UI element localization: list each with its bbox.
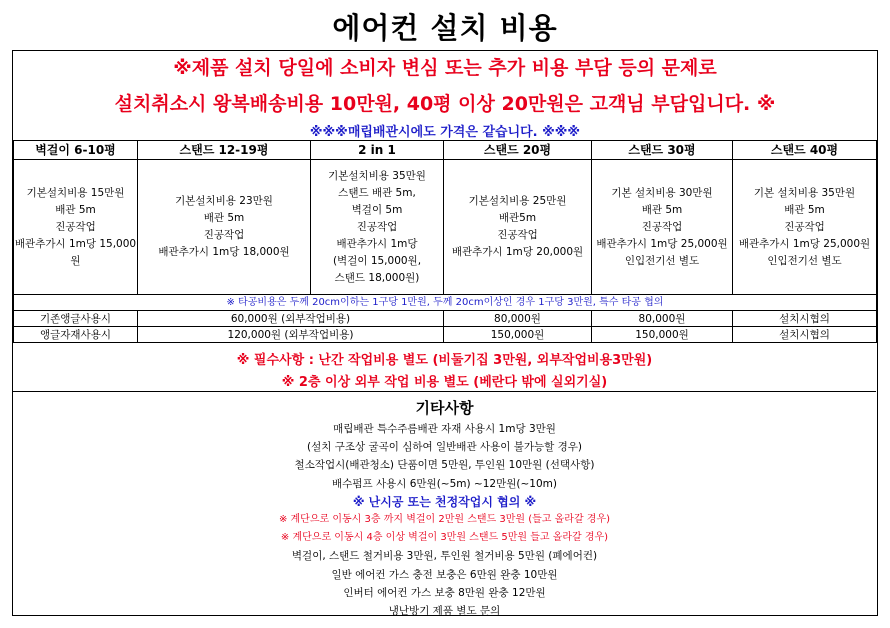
etc-line-red: ※ 계단으로 이동시 4층 이상 벽걸이 3만원 스탠드 5만원 들고 올라갈 경우) bbox=[280, 532, 609, 544]
etc-line: (설치 구조상 굴곡이 심하여 일반배관 사용이 불가능할 경우) bbox=[307, 441, 582, 454]
header-stand-30: 스탠드 30평 bbox=[592, 141, 733, 160]
angle-label: 기존앵글사용시 bbox=[14, 311, 138, 327]
detail-wall-6-10 bbox=[14, 160, 138, 295]
detail-line: 기본설치비용 23만원 bbox=[175, 195, 273, 207]
angle-price-stand-40: 설치시협의 bbox=[733, 311, 877, 327]
detail-line: 배관 5m bbox=[641, 203, 683, 216]
embedded-pipe-note: ※※※매립배관시에도 가격은 같습니다. ※※※ bbox=[309, 125, 581, 140]
angle-price-wall-stand-2in1: 60,000원 (외부작업비용) bbox=[138, 311, 444, 327]
etc-line: 일반 에어컨 가스 충전 보충은 6만원 완충 10만원 bbox=[331, 568, 558, 581]
etc-title: 기타사항 bbox=[415, 399, 474, 417]
angle-price-stand-30: 80,000원 bbox=[592, 311, 733, 327]
header-wall-6-10: 벽걸이 6-10평 bbox=[14, 141, 138, 160]
angle-price-stand-20: 150,000원 bbox=[444, 327, 592, 343]
detail-line: (벽걸이 15,000원, bbox=[332, 254, 422, 267]
detail-line: 진공작업 bbox=[203, 229, 245, 241]
etc-line: 냉난방기 제품 별도 문의 bbox=[388, 604, 501, 617]
drilling-note-row bbox=[14, 295, 877, 311]
angle-label: 앵글자재사용시 bbox=[14, 327, 138, 343]
requirement-line: ※ 필수사항 : 난간 작업비용 별도 (비둘기집 3만원, 외부작업비용3만원) bbox=[236, 353, 653, 368]
detail-line: 진공작업 bbox=[356, 220, 398, 233]
detail-line: 기본 설치비용 35만원 bbox=[753, 186, 856, 199]
page-title: 에어컨 설치 비용 bbox=[332, 11, 558, 45]
detail-line: 진공작업 bbox=[784, 220, 825, 233]
detail-line: 스탠드 배관 5m, bbox=[338, 186, 416, 199]
detail-line: 배관추가시 1m당 25,000원 bbox=[596, 237, 728, 250]
detail-line: 진공작업 bbox=[641, 220, 683, 233]
detail-line: 배관 5m bbox=[55, 203, 96, 216]
etc-line: 매립배관 특수주름배관 자재 사용시 1m당 3만원 bbox=[333, 423, 556, 435]
etc-line: 벽걸이, 스탠드 철거비용 3만원, 투인원 철거비용 5만원 (폐에어컨) bbox=[291, 550, 598, 563]
detail-line: 인입전기선 별도 bbox=[767, 254, 842, 267]
table-header-row bbox=[14, 141, 877, 160]
cancel-warning-line-2: 설치취소시 왕복배송비용 10만원, 40평 이상 20만원은 고객님 부담입니다. ※ bbox=[114, 93, 776, 115]
detail-line: 기본설치비용 35만원 bbox=[328, 169, 426, 182]
detail-line: 기본설치비용 25만원 bbox=[468, 195, 567, 207]
angle-price-stand-20: 80,000원 bbox=[444, 311, 592, 327]
requirements-section bbox=[13, 349, 876, 392]
detail-line: 배관추가시 1m당 bbox=[336, 237, 418, 250]
requirement-line: ※ 2층 이상 외부 작업 비용 별도 (베란다 밖에 실외기실) bbox=[281, 375, 608, 390]
detail-line: 배관추가시 1m당 25,000원 bbox=[738, 237, 871, 250]
detail-line: 배관추가시 1m당 18,000원 bbox=[158, 246, 290, 258]
angle-price-stand-40: 설치시협의 bbox=[733, 327, 877, 343]
etc-line-red: ※ 계단으로 이동시 3층 까지 벽걸이 2만원 스탠드 3만원 (들고 올라갈 경우) bbox=[278, 513, 611, 525]
etc-section bbox=[13, 396, 876, 620]
cancel-warning-line-1: ※제품 설치 당일에 소비자 변심 또는 추가 비용 부담 등의 문제로 bbox=[173, 57, 717, 79]
detail-line: 배관 5m bbox=[784, 203, 825, 216]
detail-stand-12-19 bbox=[138, 160, 311, 295]
detail-line: 배관추가시 1m당 15,000원 bbox=[14, 237, 137, 267]
angle-price-wall-stand-2in1: 120,000원 (외부작업비용) bbox=[138, 327, 444, 343]
detail-line: 기본설치비용 15만원 bbox=[26, 186, 125, 199]
header-stand-20: 스탠드 20평 bbox=[444, 141, 592, 160]
angle-row-material bbox=[14, 327, 877, 343]
etc-line: 철소작업시(배관청소) 단품이면 5만원, 투인원 10만원 (선택사항) bbox=[294, 459, 595, 472]
table-detail-row bbox=[14, 160, 877, 295]
detail-line: 진공작업 bbox=[55, 220, 96, 233]
angle-row-existing bbox=[14, 311, 877, 327]
header-stand-40: 스탠드 40평 bbox=[733, 141, 877, 160]
etc-line: 인버터 에어컨 가스 보충 8만원 완충 12만원 bbox=[343, 586, 546, 599]
detail-line: 배관5m bbox=[498, 212, 537, 224]
detail-line: 기본 설치비용 30만원 bbox=[611, 186, 713, 199]
detail-line: 인입전기선 별도 bbox=[624, 254, 700, 267]
header-stand-12-19: 스탠드 12-19평 bbox=[138, 141, 311, 160]
detail-2in1 bbox=[311, 160, 444, 295]
detail-line: 스탠드 18,000원) bbox=[334, 271, 420, 284]
detail-stand-20 bbox=[444, 160, 592, 295]
price-sheet bbox=[12, 50, 878, 616]
header-2in1: 2 in 1 bbox=[311, 141, 444, 160]
price-table bbox=[13, 140, 877, 343]
angle-price-stand-30: 150,000원 bbox=[592, 327, 733, 343]
detail-stand-40 bbox=[733, 160, 877, 295]
drilling-note: ※ 타공비용은 두께 20cm이하는 1구당 1만원, 두께 20cm이상인 경우 1구당 3만원, 특수 타공 협의 bbox=[14, 295, 877, 311]
detail-line: 벽걸이 5m bbox=[351, 203, 403, 216]
detail-line: 배관 5m bbox=[203, 212, 245, 224]
detail-stand-30 bbox=[592, 160, 733, 295]
etc-line-blue: ※ 난시공 또는 천정작업시 협의 ※ bbox=[352, 494, 537, 509]
detail-line: 배관추가시 1m당 20,000원 bbox=[451, 246, 584, 258]
etc-line: 배수펌프 사용시 6만원(~5m) ~12만원(~10m) bbox=[332, 477, 557, 490]
detail-line: 진공작업 bbox=[497, 229, 538, 241]
